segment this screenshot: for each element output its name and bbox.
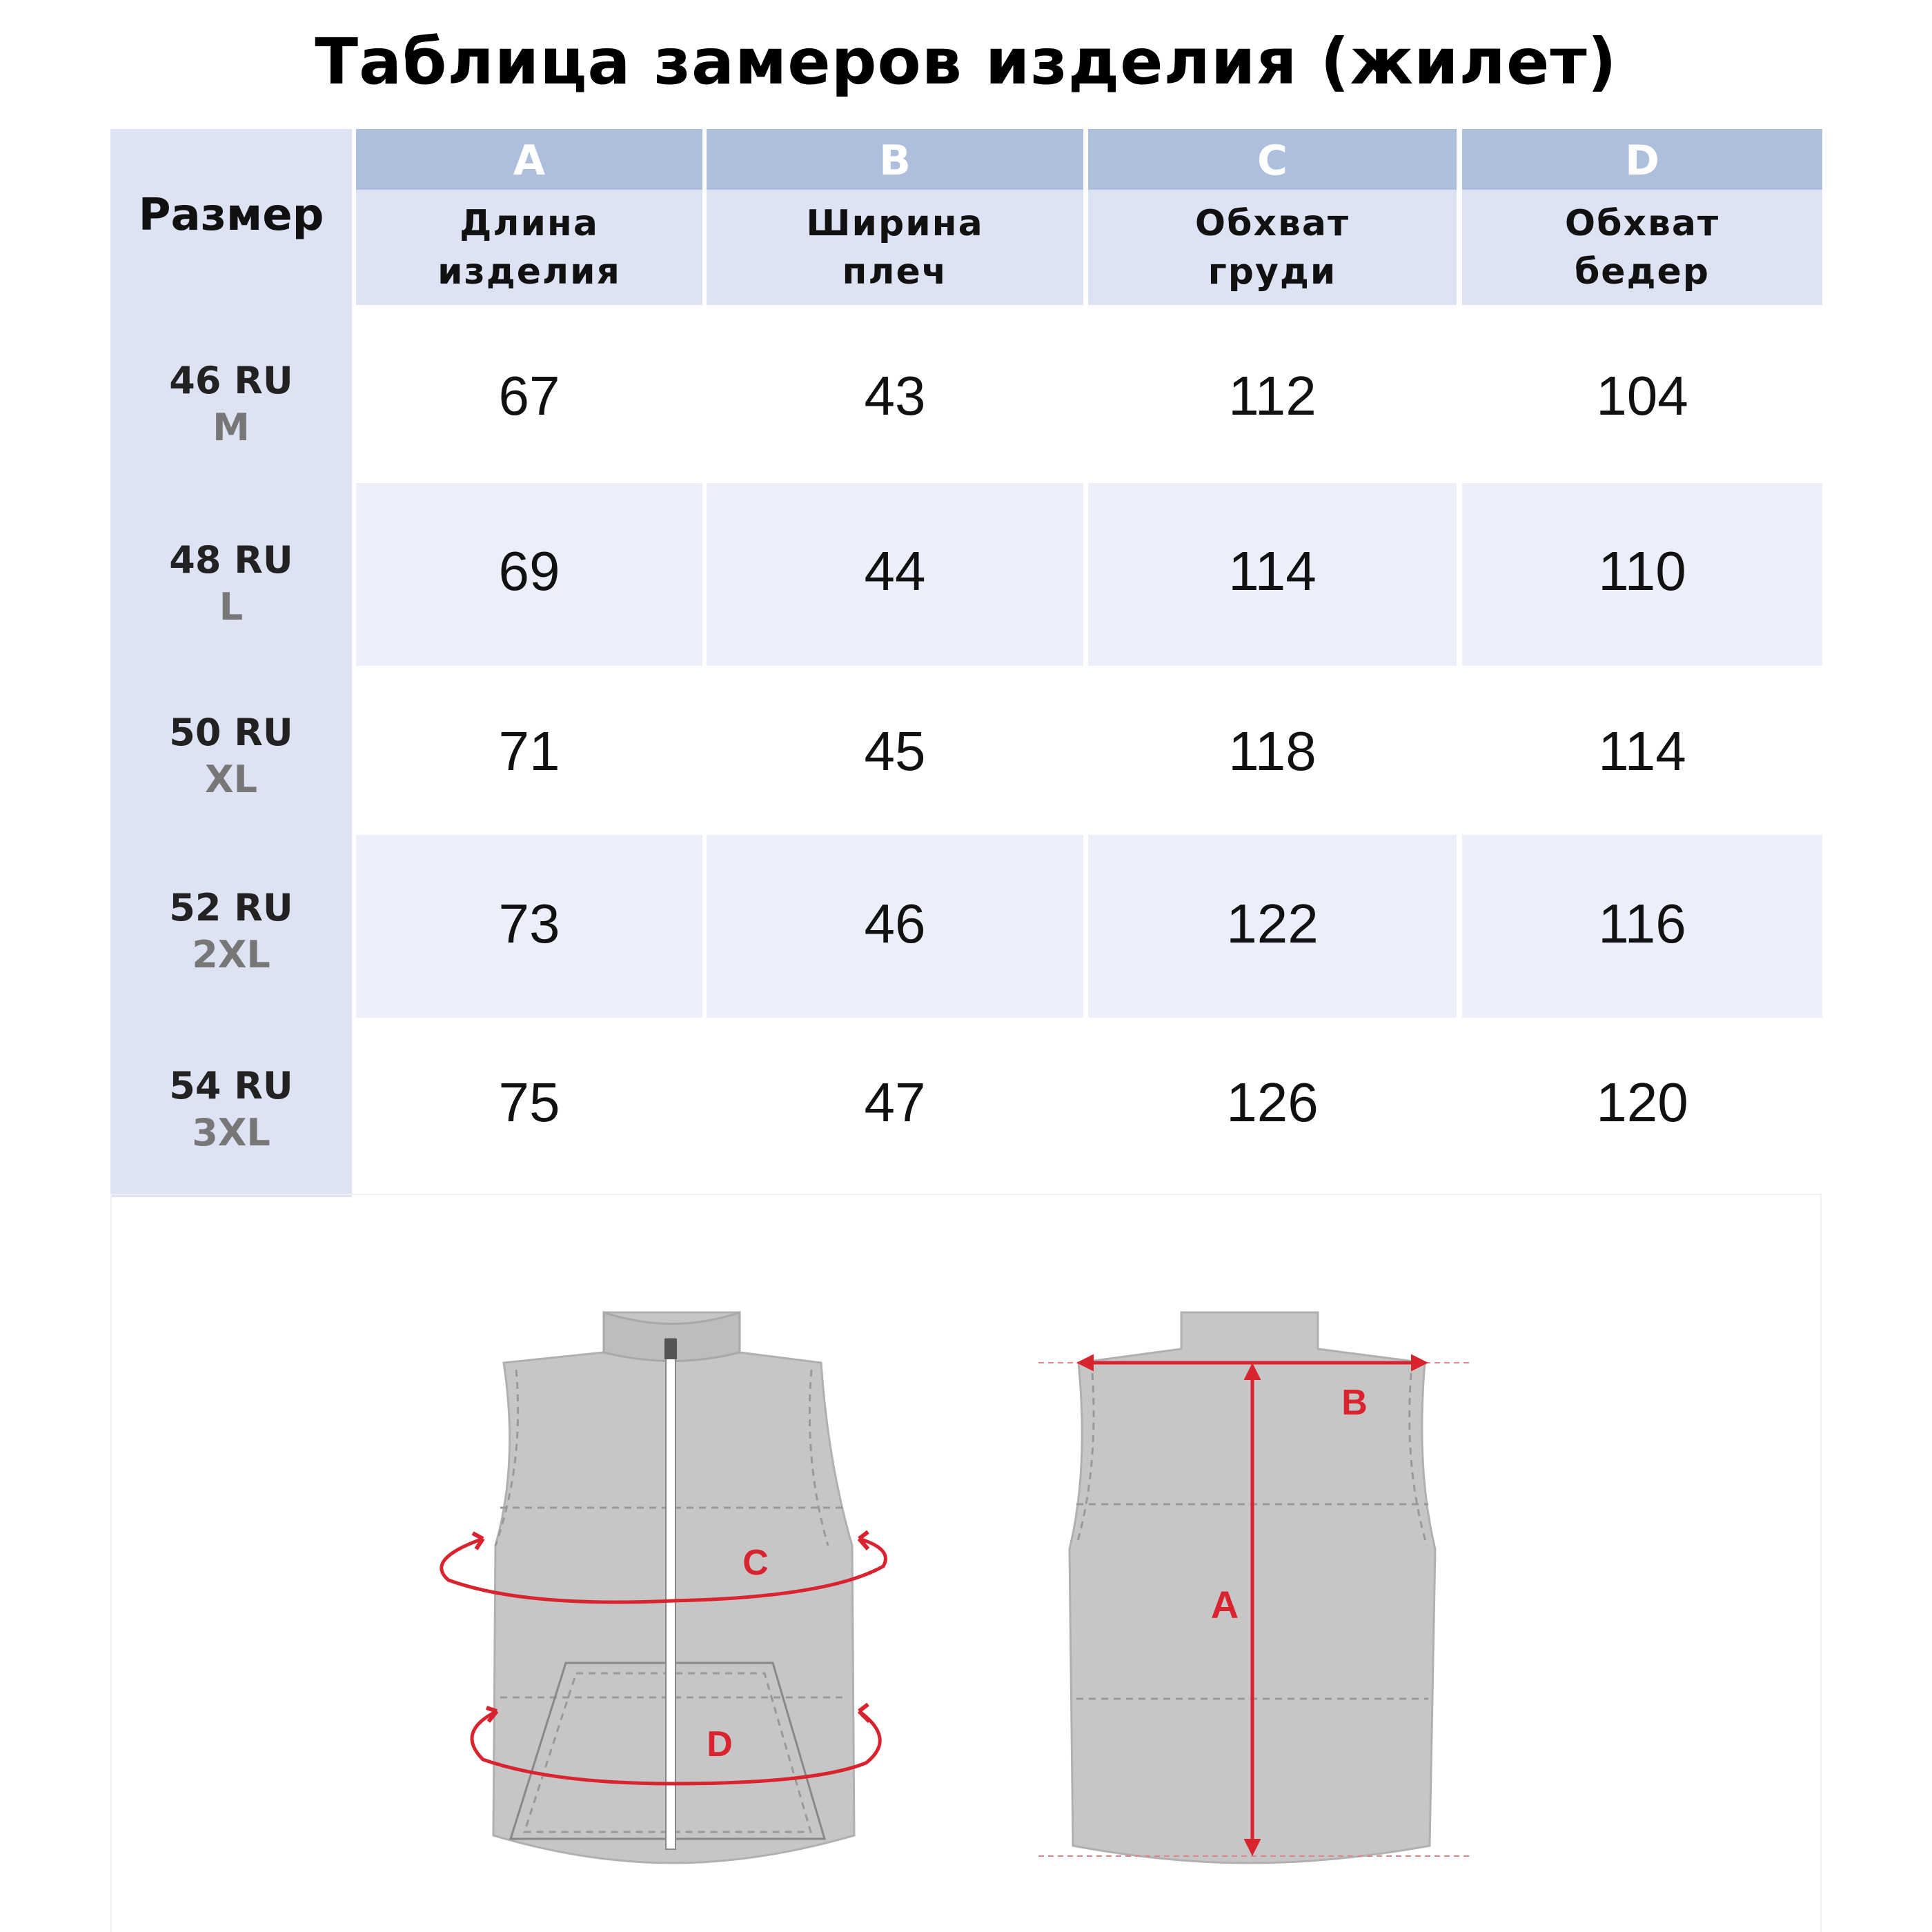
table-cell: 120 bbox=[1596, 1072, 1688, 1133]
table-cell: 73 bbox=[498, 893, 560, 954]
measurement-d-label: D bbox=[707, 1724, 733, 1764]
table-cell: 114 bbox=[1228, 540, 1317, 602]
size-ru: 54 RU bbox=[169, 1064, 293, 1107]
table-cell: 69 bbox=[498, 540, 560, 602]
table-cell: 45 bbox=[864, 720, 926, 782]
table-cell: 71 bbox=[498, 720, 560, 782]
table-cell: 112 bbox=[1228, 365, 1317, 426]
column-header-line1: Длина bbox=[460, 202, 599, 244]
measurement-a-label: A bbox=[1210, 1583, 1239, 1626]
table-cell: 122 bbox=[1226, 893, 1319, 954]
size-international: XL bbox=[204, 758, 258, 801]
size-international: L bbox=[219, 585, 244, 629]
column-header-line2: груди bbox=[1208, 250, 1337, 293]
column-letter-b: B bbox=[707, 129, 1083, 190]
size-ru: 50 RU bbox=[169, 711, 293, 754]
table-cell: 75 bbox=[498, 1072, 560, 1133]
table-cell: 46 bbox=[864, 893, 926, 954]
column-header-line1: Обхват bbox=[1194, 202, 1350, 244]
column-header-line1: Ширина bbox=[806, 202, 984, 244]
table-cell: 44 bbox=[864, 540, 926, 602]
size-international: 2XL bbox=[192, 933, 270, 976]
table-cell: 116 bbox=[1598, 893, 1686, 954]
size-ru: 48 RU bbox=[169, 538, 293, 582]
measurement-b-label: B bbox=[1341, 1383, 1368, 1423]
vest-front-figure bbox=[493, 1312, 854, 1863]
column-header-line1: Обхват bbox=[1564, 202, 1720, 244]
table-cell: 118 bbox=[1228, 720, 1317, 782]
size-international: M bbox=[213, 406, 250, 449]
size-international: 3XL bbox=[192, 1111, 270, 1154]
column-header-line2: изделия bbox=[437, 250, 621, 293]
table-cell: 104 bbox=[1596, 365, 1688, 426]
column-letter-a: A bbox=[356, 129, 702, 190]
column-header-line2: плеч bbox=[842, 250, 948, 293]
size-ru: 46 RU bbox=[169, 359, 293, 402]
column-letter-c: C bbox=[1088, 129, 1457, 190]
table-cell: 67 bbox=[498, 365, 560, 426]
measurement-c-label: C bbox=[742, 1543, 769, 1583]
page-title: Таблица замеров изделия (жилет) bbox=[315, 25, 1617, 99]
table-cell: 43 bbox=[864, 365, 926, 426]
size-ru: 52 RU bbox=[169, 886, 293, 929]
size-column-header: Размер bbox=[138, 190, 324, 241]
table-cell: 114 bbox=[1598, 720, 1686, 782]
column-header-line2: бедер bbox=[1574, 250, 1711, 293]
table-cell: 126 bbox=[1226, 1072, 1319, 1133]
column-letter-d: D bbox=[1462, 129, 1822, 190]
table-cell: 110 bbox=[1598, 540, 1686, 602]
table-cell: 47 bbox=[864, 1072, 926, 1133]
